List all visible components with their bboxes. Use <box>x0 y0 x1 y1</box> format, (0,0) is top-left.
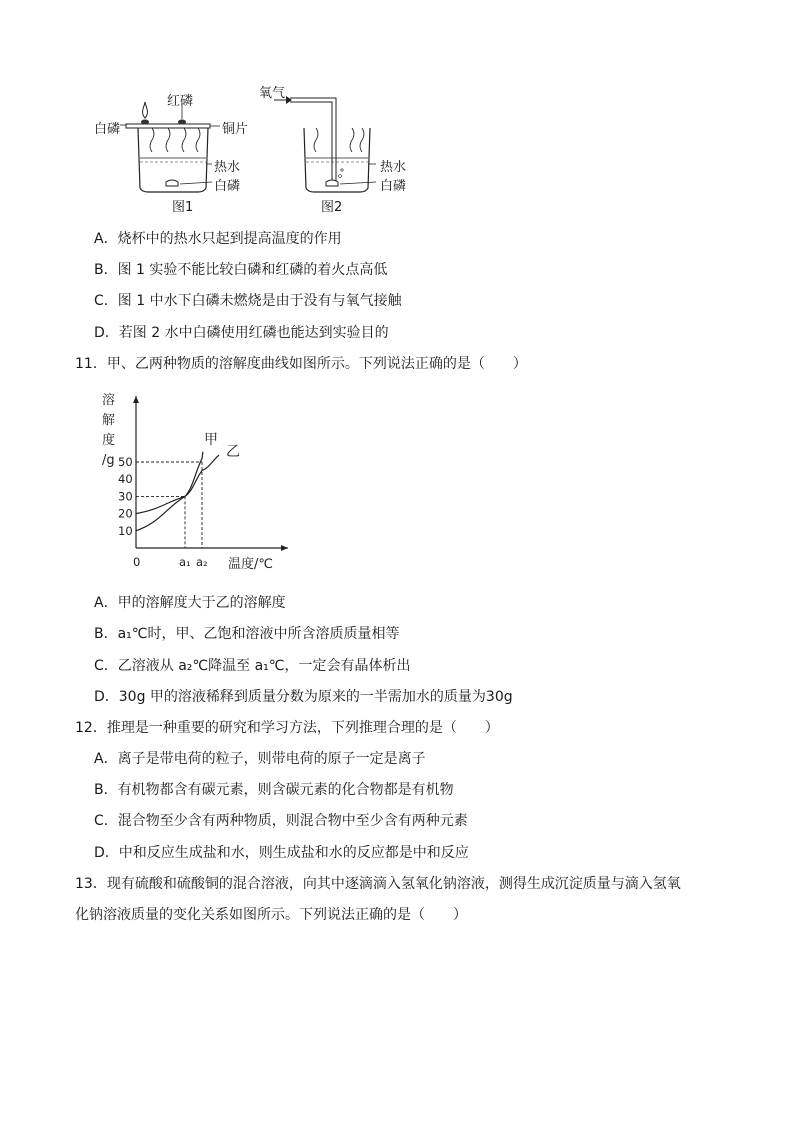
series-line-yi <box>136 455 219 513</box>
q11-option-b: B．a₁℃时，甲、乙饱和溶液中所含溶质质量相等 <box>94 626 400 642</box>
x-tick-label: a₂ <box>196 555 208 569</box>
y-tick-label: 30 <box>118 489 133 504</box>
flame-icon <box>143 102 148 118</box>
x-axis-label: 温度/℃ <box>228 557 273 572</box>
q10-option-d: D．若图 2 水中白磷使用红磷也能达到实验目的 <box>94 325 389 341</box>
red-phosphorus <box>178 120 186 125</box>
origin-label: 0 <box>133 555 141 569</box>
copper-plate <box>126 124 210 128</box>
q11-stem: 11．甲、乙两种物质的溶解度曲线如图所示。下列说法正确的是（ ） <box>75 356 527 372</box>
y-tick-label: 20 <box>118 506 133 521</box>
label-white-phosphorus-2: 白磷 <box>380 179 407 194</box>
label-white-phosphorus-bottom-1: 白磷 <box>214 179 241 194</box>
y-axis-label-char: /g <box>102 453 115 468</box>
q12-option-c: C．混合物至少含有两种物质，则混合物中至少含有两种元素 <box>94 813 468 829</box>
q10-option-a: A．烧杯中的热水只起到提高温度的作用 <box>94 231 342 247</box>
q11-option-d: D．30g 甲的溶液稀释到质量分数为原来的一半需加水的质量为30g <box>94 689 513 705</box>
solubility-chart <box>96 388 306 574</box>
label-hot-water-2: 热水 <box>380 160 407 175</box>
series-label-yi: 乙 <box>226 444 240 460</box>
q13-stem-line2: 化钠溶液质量的变化关系如图所示。下列说法正确的是（ ） <box>75 907 467 923</box>
q11-option-c: C．乙溶液从 a₂℃降温至 a₁℃，一定会有晶体析出 <box>94 658 411 674</box>
q12-option-a: A．离子是带电荷的粒子，则带电荷的原子一定是离子 <box>94 751 426 767</box>
y-tick-label: 50 <box>118 455 133 469</box>
label-red-phosphorus: 红磷 <box>167 94 194 109</box>
x-tick-label: a₁ <box>179 555 191 569</box>
q13-stem-line1: 13．现有硫酸和硫酸铜的混合溶液，向其中逐滴滴入氢氧化钠溶液，测得生成沉淀质量与滴入氢氧 <box>75 876 681 892</box>
white-phosphorus-top <box>141 120 149 125</box>
q12-stem: 12．推理是一种重要的研究和学习方法，下列推理合理的是（ ） <box>75 720 499 736</box>
white-phosphorus-underwater <box>166 180 178 186</box>
q12-option-b: B．有机物都含有碳元素，则含碳元素的化合物都是有机物 <box>94 782 454 798</box>
label-oxygen: 氧气 <box>259 86 286 101</box>
q10-option-c: C．图 1 中水下白磷未燃烧是由于没有与氧气接触 <box>94 293 402 309</box>
oxygen-tube <box>290 98 336 182</box>
arrow-icon <box>286 96 292 104</box>
series-line-jia <box>136 452 203 531</box>
y-axis-label-char: 溶 <box>102 393 116 408</box>
combustion-figures <box>90 78 420 218</box>
label-copper-plate: 铜片 <box>222 122 249 137</box>
y-tick-label: 40 <box>118 472 133 487</box>
caption-fig1: 图1 <box>172 200 194 215</box>
q11-option-a: A．甲的溶解度大于乙的溶解度 <box>94 595 286 611</box>
y-axis-label-char: 度 <box>102 433 116 448</box>
label-hot-water-1: 热水 <box>214 160 241 175</box>
y-axis-arrow-icon <box>133 396 139 403</box>
y-tick-label: 10 <box>118 523 133 538</box>
y-axis-label-char: 解 <box>102 413 116 428</box>
white-phosphorus-fig2 <box>326 180 338 186</box>
figure-2 <box>274 96 376 192</box>
label-white-phosphorus-left: 白磷 <box>94 122 121 137</box>
q12-option-d: D．中和反应生成盐和水，则生成盐和水的反应都是中和反应 <box>94 845 469 861</box>
q10-option-b: B．图 1 实验不能比较白磷和红磷的着火点高低 <box>94 262 388 278</box>
figure-1 <box>120 102 220 192</box>
series-label-jia: 甲 <box>204 432 218 448</box>
x-axis-arrow-icon <box>281 545 288 551</box>
caption-fig2: 图2 <box>321 200 343 215</box>
